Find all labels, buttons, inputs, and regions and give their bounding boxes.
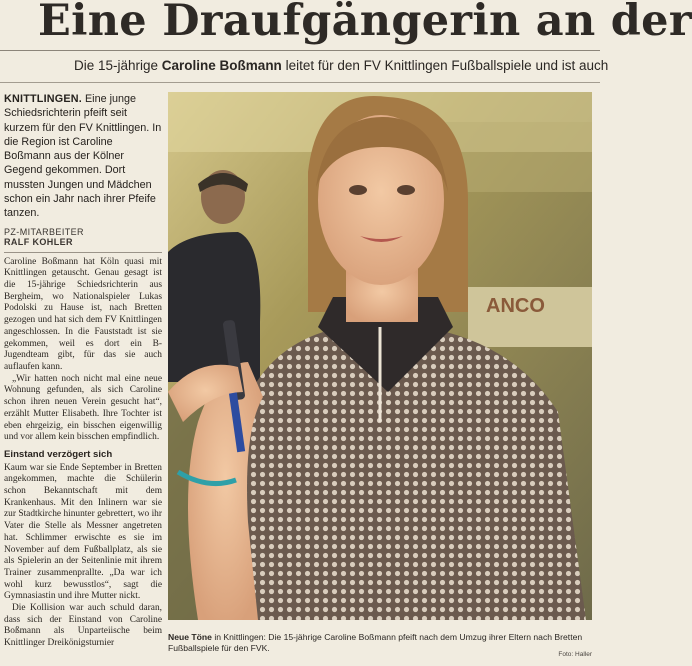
photo-credit: Foto: Haller	[558, 651, 592, 658]
banner-text: ANCO	[486, 295, 545, 317]
article-column	[4, 92, 162, 650]
intro-paragraph	[4, 92, 162, 221]
photo-caption	[168, 632, 592, 654]
article-photo	[168, 92, 592, 620]
body-paragraph-4: Die Kollision war auch schuld daran, dass sich der Einstand von Caroline Boßmann als Unparteiische beim Knittlinger Dreikönigsturnier	[4, 603, 162, 649]
article-body	[4, 257, 162, 650]
dateline: KNITTLINGEN.	[4, 93, 82, 105]
headline: Eine Draufgängerin an der	[38, 0, 692, 46]
subheadline	[74, 58, 608, 73]
byline	[4, 227, 162, 247]
section-heading: Einstand verzögert sich	[4, 448, 113, 460]
top-rule	[0, 50, 600, 51]
subhead-rule	[0, 82, 600, 83]
byline-rule	[4, 252, 162, 253]
subhead-prefix: Die 15-jährige	[74, 58, 162, 73]
body-paragraph-2: „Wir hatten noch nicht mal eine neue Wohnung gefunden, als sich Caroline schon ihren neuen Verein gesucht hat“, erzählt Mutter Elisabeth. Ihre Tochter ist eben ehrgeizig, ein bisschen eigenwillig und vor allem kein bisschen empfindlich.	[4, 373, 162, 443]
subhead-name: Caroline Boßmann	[161, 58, 282, 73]
caption-text: in Knittlingen: Die 15-jährige Caroline Boßmann pfeift nach dem Umzug ihrer Eltern nach Bretten Fußballspiele für den FVK.	[168, 632, 583, 653]
subhead-suffix: leitet für den FV Knittlingen Fußballspiele und ist auch	[281, 58, 609, 73]
byline-role: PZ-MITARBEITER	[4, 226, 84, 237]
body-paragraph-1: Caroline Boßmann hat Köln quasi mit Knittlingen getauscht. Genau gesagt ist die 15-jährige Schiedsrichterin aus Bergheim, wo Nationalspieler Lukas Podolski zu Hause ist, nach Bretten gezogen und hat sich dem FV Knittlingen angeschlossen. In die Fauststadt ist sie gekommen, weil es dort ein B-Jugendteam gibt, für das sie auch auflaufen kann.	[4, 256, 162, 372]
photo-illustration	[168, 92, 592, 620]
caption-lead: Neue Töne	[168, 632, 212, 642]
body-paragraph-3: Kaum war sie Ende September in Bretten angekommen, machte die Schülerin schon Bekanntschaft mit dem Krankenhaus. Mit den Inlinern war sie zur Stadtkirche hinunter gebrettert, wo ihr Vater die Stelle als Messner angetreten hat. Schlimmer erwischte es sie im November auf dem Fußballplatz, als sie als Spielerin an der Seitenlinie mit ihrem Trainer zusammenprallte. „Da war ich wohl kurz bewusstlos“, sagt die Gymnasiastin und ihre Mutter nickt.	[4, 462, 162, 602]
byline-name: RALF KOHLER	[4, 236, 73, 247]
intro-text: Eine junge Schiedsrichterin pfeift seit kurzem für den FV Knittlingen. In die Region ist Caroline Boßmann aus der Kölner Gegend gekommen. Dort mussten Jungen und Mädchen schon ein Jahr nach ihrer Pfeife tanzen.	[4, 93, 162, 220]
